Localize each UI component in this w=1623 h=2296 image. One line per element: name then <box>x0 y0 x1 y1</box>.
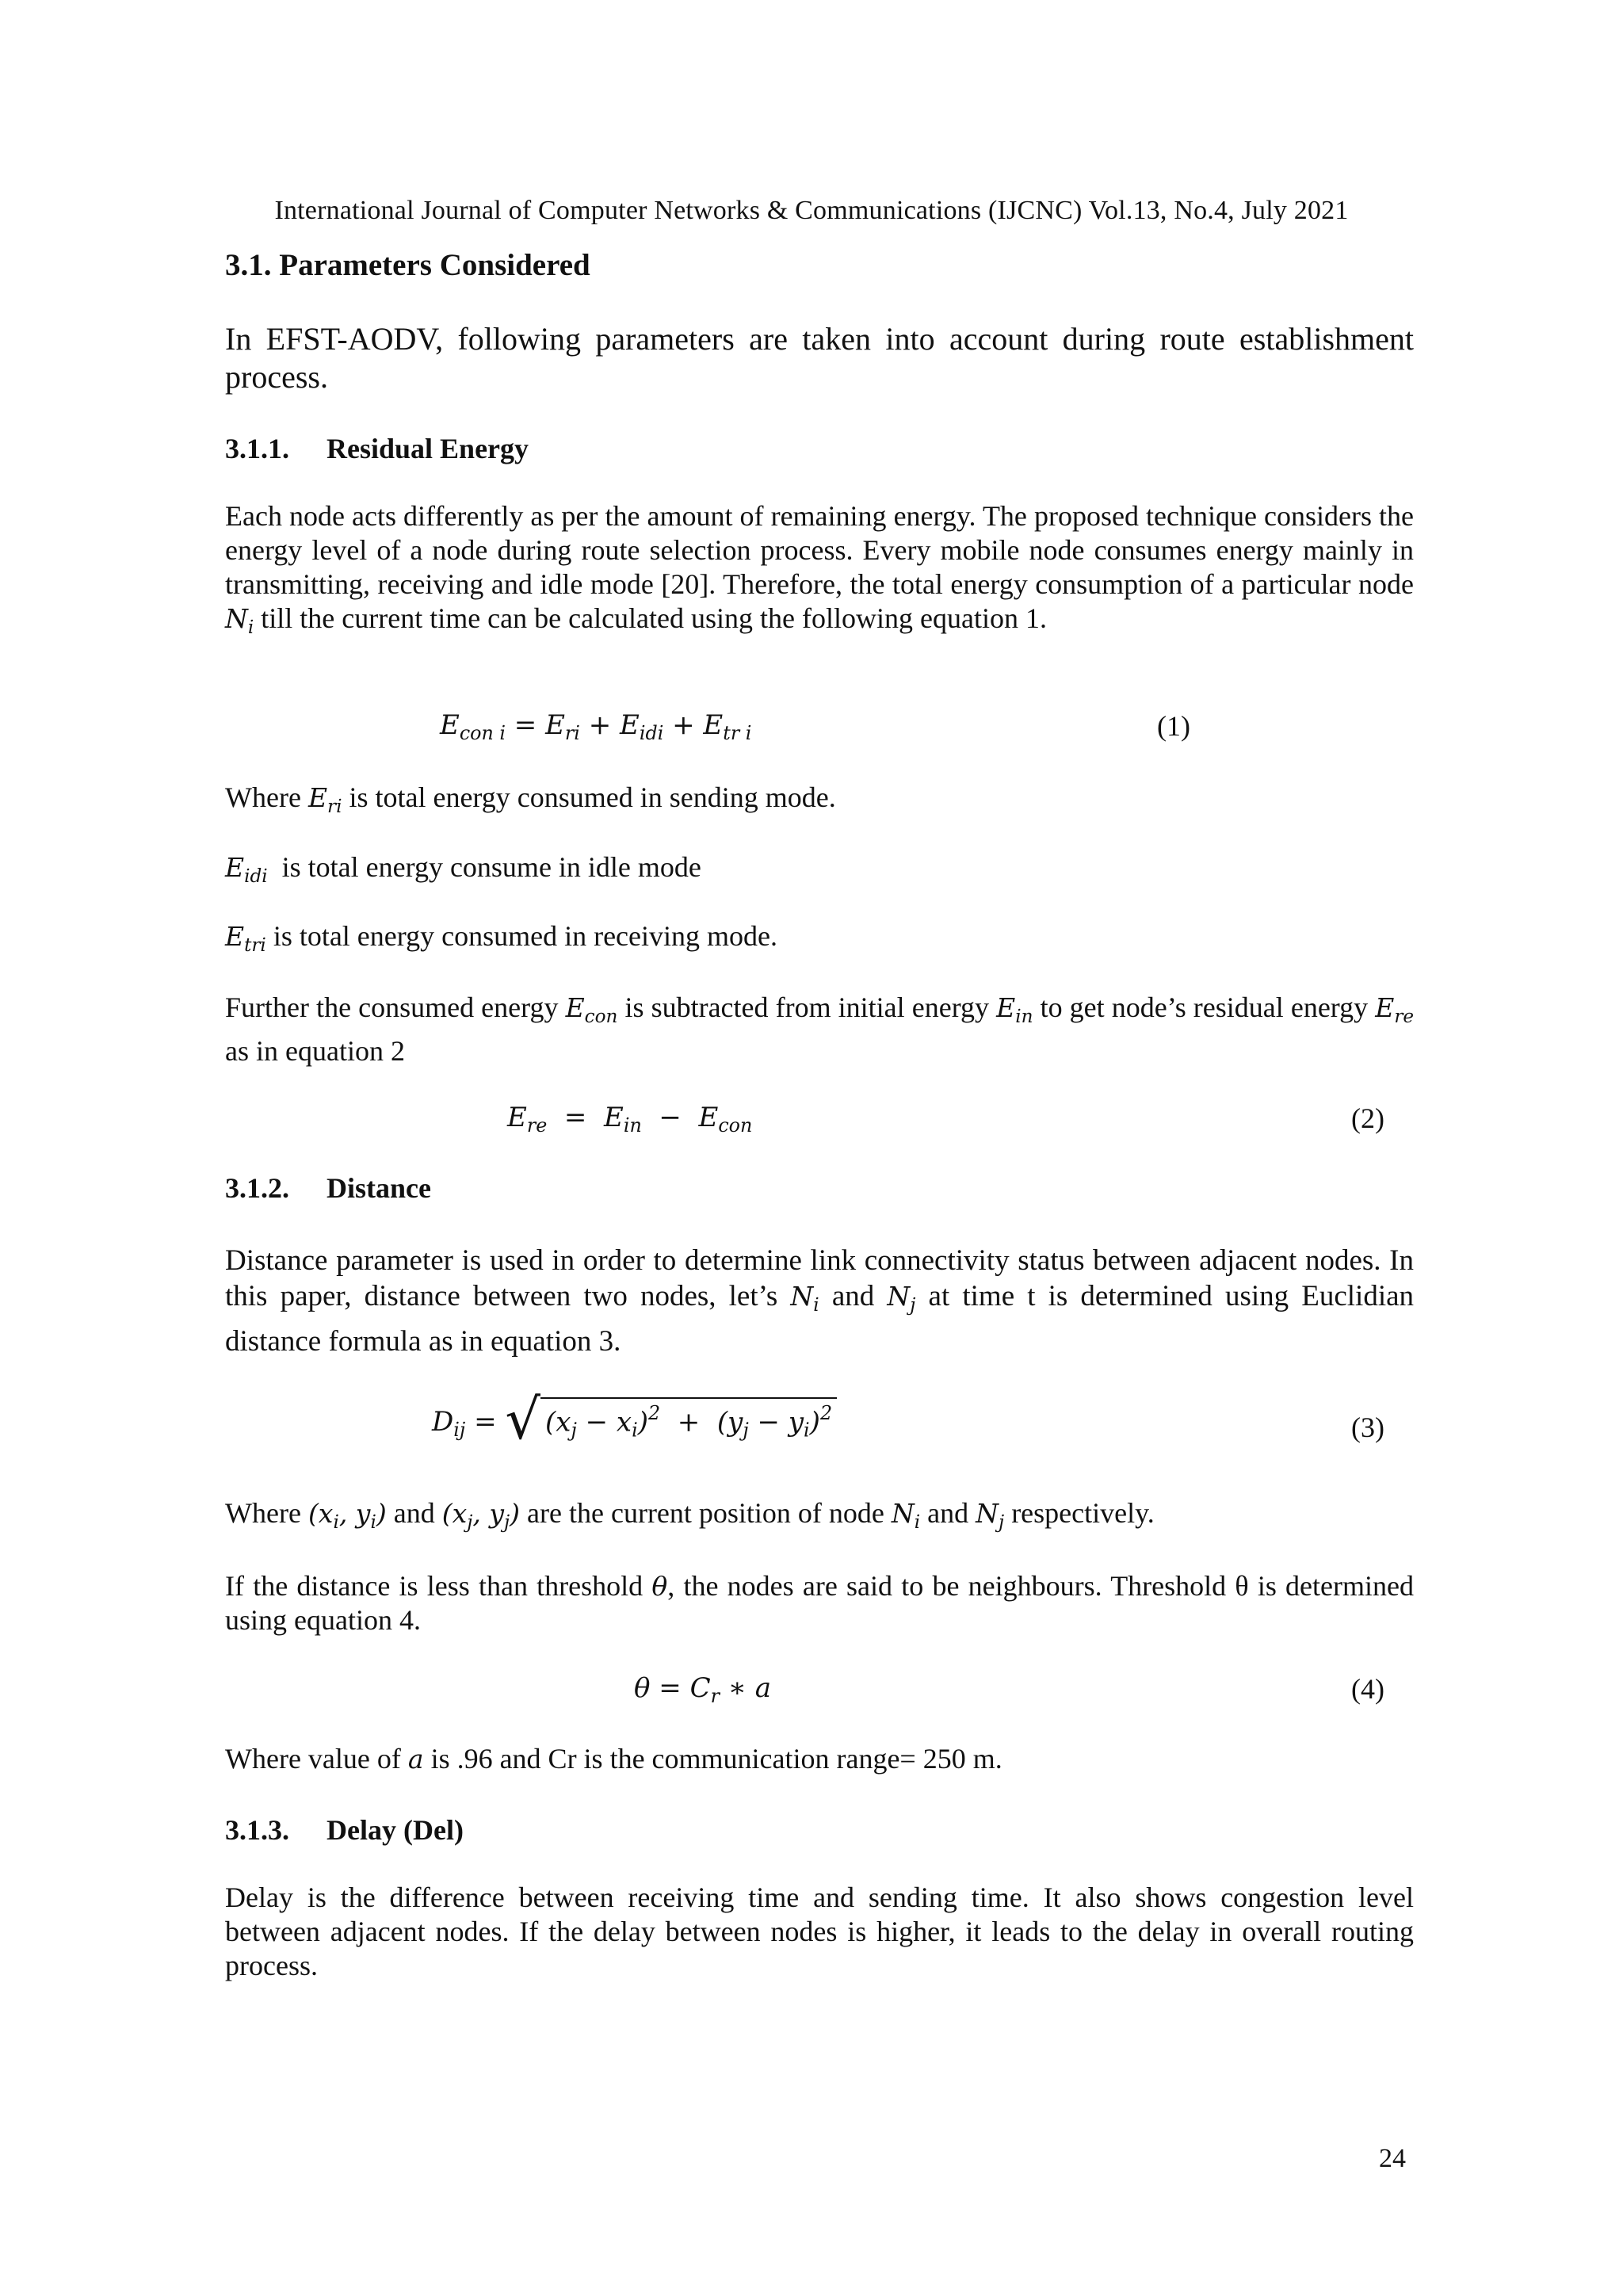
where-position: Where ($x_i$, $y_i$) and ($x_j$, $y_j$) are the current position of node $N_i$ and $N_j$ respectively. <box>225 1497 1155 1533</box>
intro-paragraph: In EFST-AODV, following parameters are taken into account during route establishment process. <box>225 321 1414 395</box>
delay-paragraph: Delay is the difference between receiving time and sending time. It also shows congestion level between adjacent nodes. If the delay between nodes is higher, it leads to the delay in overall routing process. <box>225 1881 1414 1981</box>
equation-3: $D_{ij}$ = √ $(x_j - x_i)^2 + (y_j - y_i)^2$ <box>432 1379 837 1444</box>
where-eri: Where $E_{ri}$ is total energy consumed in sending mode. <box>225 781 836 817</box>
running-header: International Journal of Computer Networks & Communications (IJCNC) Vol.13, No.4, July 2021 <box>274 196 1349 225</box>
equation-1: $E_{con i} = E_{ri} + E_{idi} + E_{tr i}$ <box>440 709 752 745</box>
subsection-heading-delay <box>225 1813 464 1847</box>
subsection-heading-residual-energy <box>225 432 529 465</box>
where-etri: $E_{tri}$ is total energy consumed in receiving mode. <box>225 920 777 956</box>
subsection-title: Residual Energy <box>327 433 529 464</box>
equation-1-number: (1) <box>1157 710 1190 742</box>
equation-4: $\theta = C_r$ ∗ a <box>634 1672 771 1708</box>
threshold-paragraph: If the distance is less than threshold θ, the nodes are said to be neighbours. Threshold θ is determined using equation 4. <box>225 1570 1414 1636</box>
math-ni: $N_i$ <box>225 603 254 638</box>
equation-3-number: (3) <box>1351 1412 1384 1443</box>
subsection-heading-distance <box>225 1171 431 1205</box>
subsection-number: 3.1.3. <box>225 1814 289 1846</box>
subsection-number: 3.1.2. <box>225 1172 289 1204</box>
subsection-number: 3.1.1. <box>225 433 289 464</box>
subsection-title: Delay (Del) <box>327 1814 464 1846</box>
residual-energy-paragraph: Each node acts differently as per the amount of remaining energy. The proposed technique considers the energy level of a node during route selection process. Every mobile node consumes energy mainly in transmitting, receiving and idle mode [20]. Therefore, the total energy consumption of a particular node $N_i$ till the current time can be calculated using the following equation 1. <box>225 500 1414 638</box>
section-number: 3.1. <box>225 248 272 282</box>
page-number: 24 <box>1379 2144 1406 2173</box>
where-alpha: Where value of a is .96 and Cr is the communication range= 250 m. <box>225 1743 1002 1775</box>
where-eidi: $E_{idi}$ is total energy consume in idle mode <box>225 851 701 887</box>
equation-2-number: (2) <box>1351 1102 1384 1134</box>
section-title: Parameters Considered <box>279 248 590 282</box>
equation-2: $E_{re} = E_{in} - E_{con}$ <box>507 1102 753 1137</box>
section-heading <box>225 247 590 283</box>
distance-paragraph: Distance parameter is used in order to determine link connectivity status between adjacent nodes. In this paper, distance between two nodes, let’s $N_i$ and $N_j$ at time t is determined using Euclidian distance formula as in equation 3. <box>225 1244 1415 1358</box>
subsection-title: Distance <box>327 1172 431 1204</box>
equation-4-number: (4) <box>1351 1673 1384 1705</box>
further-paragraph: Further the consumed energy $E_{con}$ is subtracted from initial energy $E_{in}$ to get node’s residual energy $E_{re}$ as in equation 2 <box>225 991 1415 1067</box>
